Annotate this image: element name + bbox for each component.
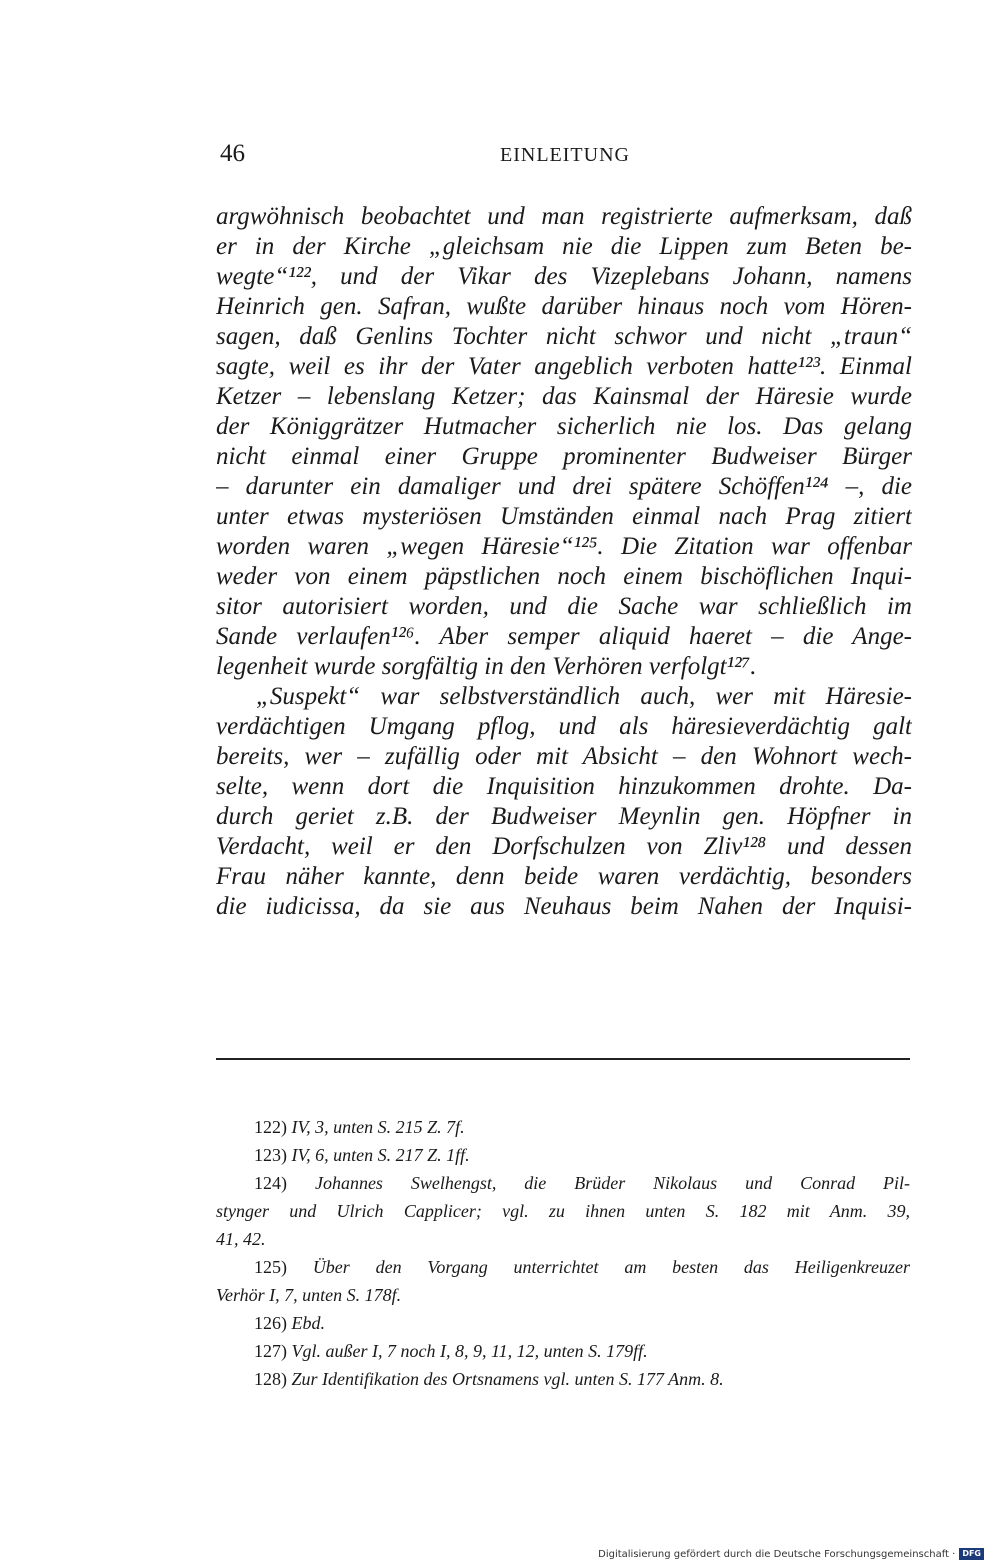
text-line: Frau näher kannte, denn beide waren verdächtig, besonders [216,863,912,890]
text-line: die iudicissa, da sie aus Neuhaus beim Nahen der Inquisi- [216,893,912,920]
footnote-text: IV, 3, unten S. 215 Z. 7f. [291,1117,465,1137]
footnote [216,1169,910,1197]
body-text [216,202,912,922]
text-line: weder von einem päpstlichen noch einem bischöflichen Inqui- [216,563,912,590]
footnote-continuation: Verhör I, 7, unten S. 178f. [216,1285,402,1305]
footnote [216,1253,910,1281]
footnote-number: 124) [254,1173,287,1193]
text-line: – darunter ein damaliger und drei spätere Schöffen¹²⁴ –, die [216,473,912,500]
text-line: worden waren „wegen Häresie“¹²⁵. Die Zitation war offenbar [216,533,912,560]
text-line: sagte, weil es ihr der Vater angeblich verboten hatte¹²³. Einmal [216,353,912,380]
footnote-number: 125) [254,1257,287,1277]
footnote [216,1141,910,1169]
credit-text: Digitalisierung gefördert durch die Deutsche Forschungsgemeinschaft · [598,1548,956,1560]
footnotes [216,1113,910,1393]
text-line: durch geriet z.B. der Budweiser Meynlin gen. Höpfner in [216,803,912,830]
footnote-text: Ebd. [291,1313,325,1333]
footnote-divider [216,1058,910,1060]
digitization-credit [598,1546,984,1562]
footnote-number: 128) [254,1369,287,1389]
footnote-number: 122) [254,1117,287,1137]
text-line: selte, wenn dort die Inquisition hinzukommen drohte. Da- [216,773,912,800]
text-line: verdächtigen Umgang pflog, und als häresieverdächtig galt [216,713,912,740]
footnote [216,1113,910,1141]
text-line: „Suspekt“ war selbstverständlich auch, wer mit Häresie- [256,683,912,710]
footnote-continuation: 41, 42. [216,1229,266,1249]
footnote [216,1365,910,1393]
text-line: Verdacht, weil er den Dorfschulzen von Zliv¹²⁸ und dessen [216,833,912,860]
text-line: er in der Kirche „gleichsam nie die Lippen zum Beten be- [216,233,912,260]
text-line: nicht einmal einer Gruppe prominenter Budweiser Bürger [216,443,912,470]
footnote [216,1309,910,1337]
footnote-number: 126) [254,1313,287,1333]
footnote-text: IV, 6, unten S. 217 Z. 1ff. [291,1145,470,1165]
footnote-continuation: stynger und Ulrich Capplicer; vgl. zu ihnen unten S. 182 mit Anm. 39, [216,1201,910,1221]
dfg-logo: DFG [959,1548,984,1560]
footnote-text: Zur Identifikation des Ortsnamens vgl. unten S. 177 Anm. 8. [291,1369,724,1389]
running-title: EINLEITUNG [500,144,630,166]
text-line: wegte“¹²², und der Vikar des Vizeplebans Johann, namens [216,263,912,290]
text-line: unter etwas mysteriösen Umständen einmal nach Prag zitiert [216,503,912,530]
footnote-text: Über den Vorgang unterrichtet am besten das Heiligenkreuzer [312,1257,910,1277]
text-line: Ketzer – lebenslang Ketzer; das Kainsmal der Häresie wurde [216,383,912,410]
text-line: legenheit wurde sorgfältig in den Verhören verfolgt¹²⁷. [216,653,757,680]
text-line: sitor autorisiert worden, und die Sache war schließlich im [216,593,912,620]
footnote [216,1337,910,1365]
text-line: Heinrich gen. Safran, wußte darüber hinaus noch vom Hören- [216,293,912,320]
running-head [220,140,910,180]
footnote-number: 123) [254,1145,287,1165]
text-line: Sande verlaufen¹²⁶. Aber semper aliquid haeret – die Ange- [216,623,912,650]
footnote-text: Vgl. außer I, 7 noch I, 8, 9, 11, 12, unten S. 179ff. [291,1341,648,1361]
footnote-number: 127) [254,1341,287,1361]
text-line: der Königgrätzer Hutmacher sicherlich nie los. Das gelang [216,413,912,440]
text-line: argwöhnisch beobachtet und man registrierte aufmerksam, daß [216,203,912,230]
text-line: bereits, wer – zufällig oder mit Absicht – den Wohnort wech- [216,743,912,770]
footnote-text: Johannes Swelhengst, die Brüder Nikolaus und Conrad Pil- [314,1173,910,1193]
page-number: 46 [220,140,245,167]
text-line: sagen, daß Genlins Tochter nicht schwor und nicht „traun“ [216,323,912,350]
